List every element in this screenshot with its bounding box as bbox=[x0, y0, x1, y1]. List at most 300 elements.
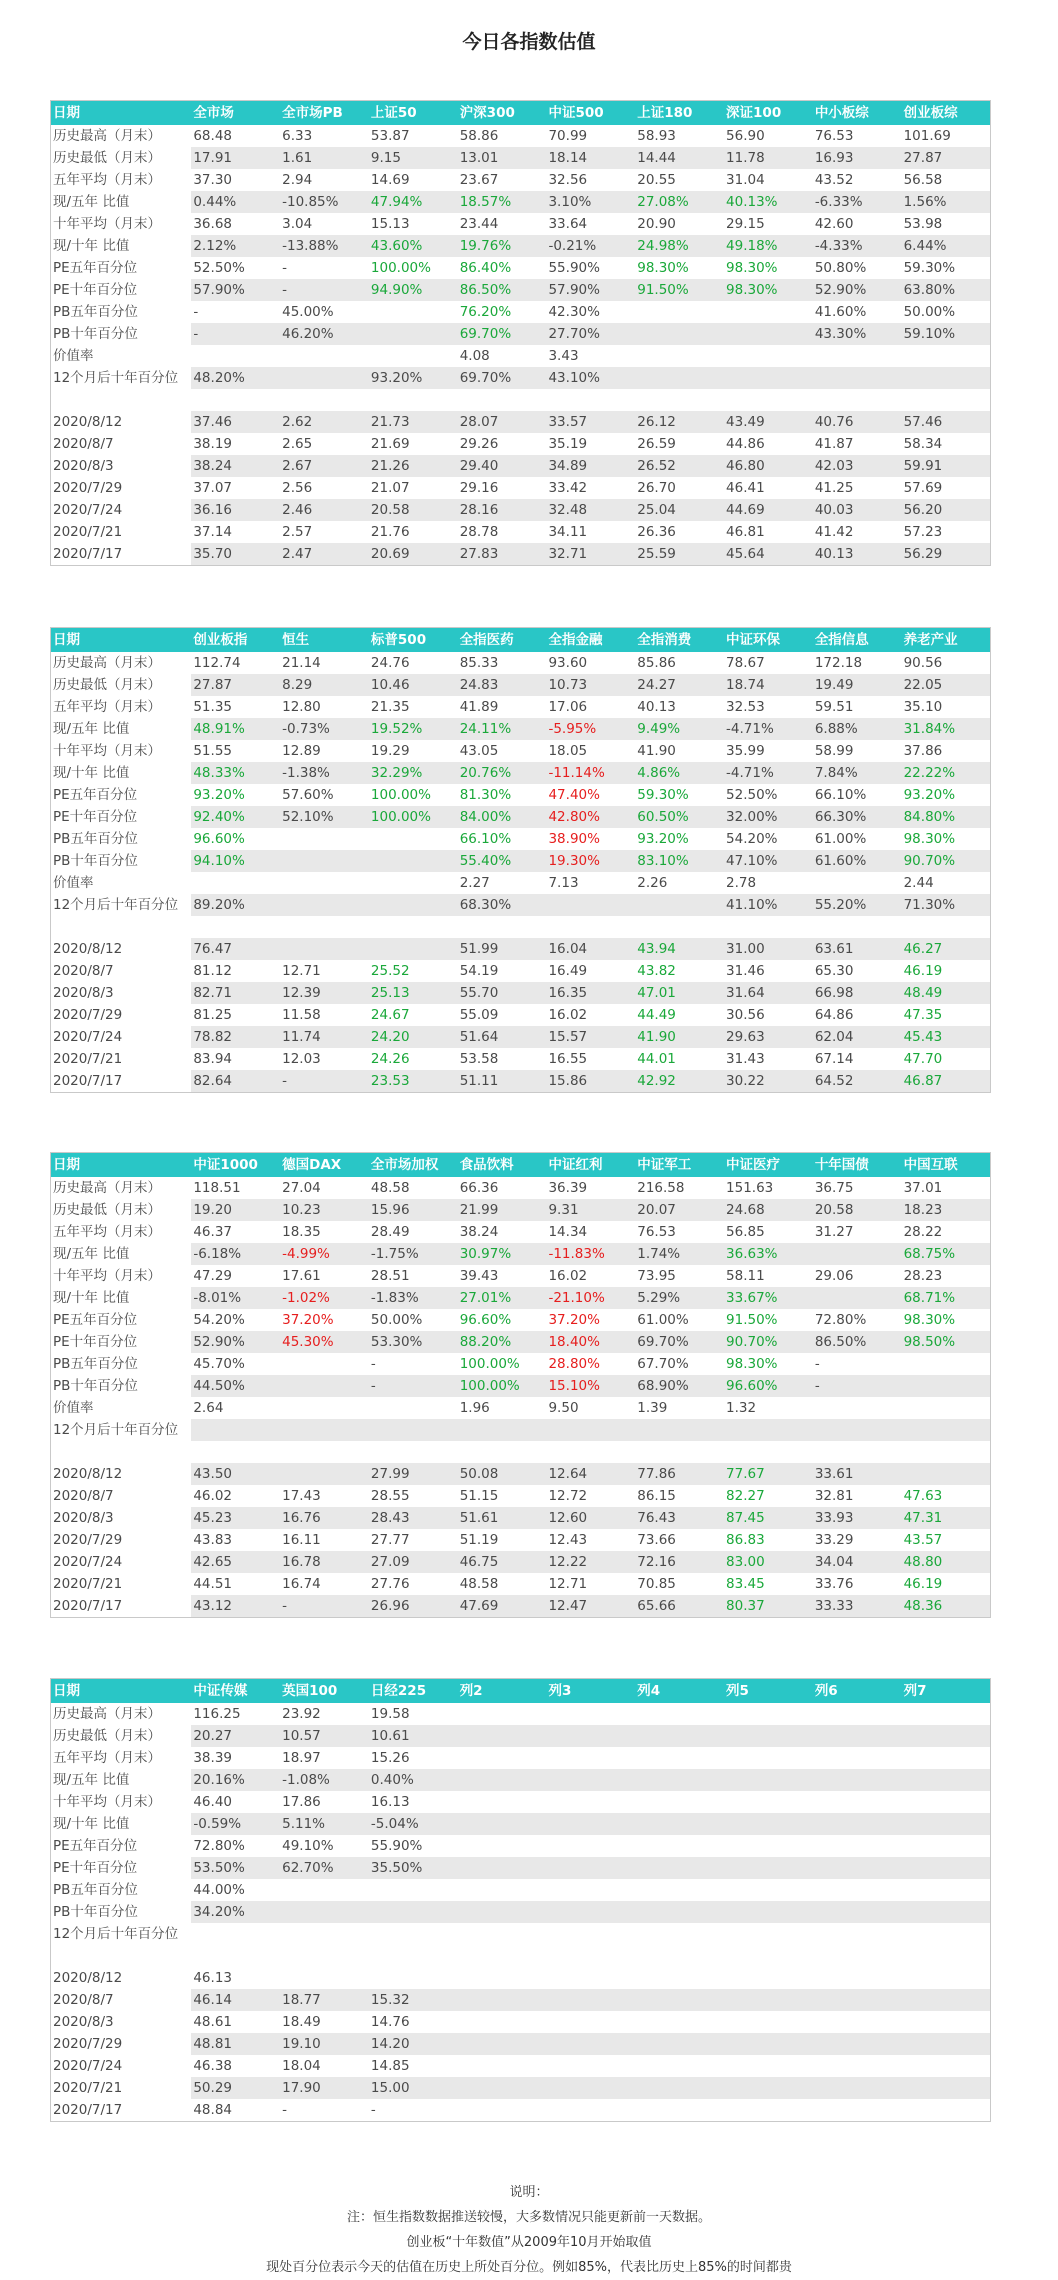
table-cell: 20.58 bbox=[813, 1199, 902, 1221]
table-cell: -5.95% bbox=[546, 718, 635, 740]
table-row bbox=[51, 1901, 991, 1923]
valuation-table-1 bbox=[50, 100, 991, 566]
table-cell: 1.32 bbox=[726, 1400, 757, 1416]
table-cell: 20.27 bbox=[191, 1725, 280, 1747]
column-header: 日期 bbox=[51, 628, 192, 653]
table-cell: 49.10% bbox=[282, 1838, 334, 1854]
table-cell: 26.52 bbox=[635, 455, 724, 477]
column-header: 列7 bbox=[902, 1679, 991, 1704]
table-cell: 46.75 bbox=[458, 1551, 547, 1573]
table-cell: 46.19 bbox=[903, 1576, 943, 1592]
table-cell: 4.86% bbox=[635, 762, 724, 784]
table-cell: 63.80% bbox=[902, 279, 991, 301]
table-cell: 57.60% bbox=[282, 787, 334, 803]
table-cell: -4.33% bbox=[813, 235, 902, 257]
table-cell: 67.70% bbox=[637, 1356, 689, 1372]
table-cell: 16.04 bbox=[546, 938, 635, 960]
table-cell: 43.83 bbox=[193, 1532, 232, 1548]
table-cell: 43.49 bbox=[724, 411, 813, 433]
table-cell bbox=[546, 2099, 635, 2122]
table-cell bbox=[191, 1945, 280, 1967]
table-cell: 27.87 bbox=[902, 147, 991, 169]
table-cell bbox=[369, 323, 458, 345]
table-cell: 35.19 bbox=[548, 436, 588, 452]
table-cell: 3.43 bbox=[548, 348, 579, 364]
row-label: 2020/7/21 bbox=[53, 1051, 123, 1067]
table-cell bbox=[635, 323, 724, 345]
table-cell: 10.23 bbox=[280, 1199, 369, 1221]
table-cell bbox=[902, 1747, 991, 1769]
table-cell: 93.20% bbox=[193, 787, 245, 803]
table-cell: 98.30% bbox=[903, 1312, 956, 1328]
table-cell: 112.74 bbox=[193, 655, 241, 671]
row-label: 十年平均（月末） bbox=[53, 1268, 161, 1284]
table-cell: -6.18% bbox=[191, 1243, 280, 1265]
column-header: 全市场 bbox=[191, 101, 280, 126]
table-cell: 48.49 bbox=[902, 982, 991, 1004]
table-cell bbox=[902, 1397, 991, 1419]
table-cell: 53.58 bbox=[459, 1051, 499, 1067]
valuation-table-3 bbox=[50, 1152, 991, 1618]
table-cell: 37.20% bbox=[548, 1312, 600, 1328]
table-cell: 28.55 bbox=[370, 1488, 410, 1504]
table-cell: 19.58 bbox=[370, 1706, 410, 1722]
table-cell: 66.98 bbox=[813, 982, 902, 1004]
valuation-table-2 bbox=[50, 627, 991, 1093]
table-cell bbox=[635, 1945, 724, 1967]
table-cell: -4.71% bbox=[724, 762, 813, 784]
table-cell bbox=[813, 2077, 902, 2099]
row-label: 现/十年 比值 bbox=[51, 235, 192, 257]
table-cell bbox=[724, 2033, 813, 2055]
table-cell: 10.61 bbox=[369, 1725, 458, 1747]
row-label: PB十年百分位 bbox=[51, 850, 192, 872]
row-label: 2020/7/29 bbox=[51, 2033, 192, 2055]
table-cell: 37.86 bbox=[903, 743, 943, 759]
table-cell: 46.81 bbox=[726, 524, 765, 540]
table-row bbox=[51, 2033, 991, 2055]
table-cell: 36.39 bbox=[548, 1180, 588, 1196]
table-cell bbox=[546, 1419, 635, 1441]
table-cell: 76.43 bbox=[635, 1507, 724, 1529]
table-cell bbox=[813, 345, 902, 367]
table-cell: 17.06 bbox=[548, 699, 588, 715]
table-cell: 26.59 bbox=[637, 436, 676, 452]
table-cell: 19.20 bbox=[191, 1199, 280, 1221]
table-cell: 91.50% bbox=[635, 279, 724, 301]
table-cell bbox=[635, 1835, 724, 1857]
table-cell bbox=[546, 389, 635, 411]
table-cell: 0.44% bbox=[191, 191, 280, 213]
table-cell: 2.26 bbox=[637, 875, 668, 891]
table-cell bbox=[546, 916, 635, 938]
table-cell bbox=[280, 1419, 369, 1441]
row-label: PB五年百分位 bbox=[53, 1356, 138, 1372]
table-header-row bbox=[51, 1153, 991, 1178]
table-cell: 77.86 bbox=[635, 1463, 724, 1485]
table-cell bbox=[369, 1967, 458, 1989]
row-label: 2020/7/21 bbox=[51, 2077, 192, 2099]
table-cell bbox=[902, 1923, 991, 1945]
table-cell: 26.12 bbox=[635, 411, 724, 433]
table-cell bbox=[813, 2011, 902, 2033]
table-cell bbox=[902, 1879, 991, 1901]
table-cell: 55.20% bbox=[813, 894, 902, 916]
table-cell: 55.09 bbox=[459, 1007, 499, 1023]
table-cell: 2.67 bbox=[280, 455, 369, 477]
table-cell bbox=[280, 367, 369, 389]
table-cell: 14.69 bbox=[370, 172, 410, 188]
table-cell: 24.11% bbox=[458, 718, 547, 740]
table-cell: 57.69 bbox=[903, 480, 943, 496]
table-cell bbox=[280, 850, 369, 872]
table-cell: 28.23 bbox=[903, 1268, 943, 1284]
table-cell: 1.56% bbox=[902, 191, 991, 213]
table-row bbox=[51, 674, 991, 696]
row-label: 2020/8/3 bbox=[51, 1507, 192, 1529]
table-row bbox=[51, 1419, 991, 1441]
table-row bbox=[51, 2011, 991, 2033]
table-cell: 58.34 bbox=[903, 436, 943, 452]
table-cell bbox=[280, 1967, 369, 1989]
table-cell: 16.02 bbox=[548, 1268, 588, 1284]
table-cell: 93.20% bbox=[369, 367, 458, 389]
table-cell: 12.39 bbox=[280, 982, 369, 1004]
table-cell: 59.10% bbox=[902, 323, 991, 345]
table-cell: 40.03 bbox=[813, 499, 902, 521]
table-cell: 21.35 bbox=[370, 699, 410, 715]
table-cell: 54.20% bbox=[726, 831, 778, 847]
table-cell bbox=[724, 916, 813, 938]
table-cell bbox=[458, 1441, 547, 1463]
table-cell: 11.58 bbox=[282, 1007, 321, 1023]
table-cell bbox=[458, 2055, 547, 2077]
row-label: 现/五年 比值 bbox=[51, 718, 192, 740]
table-cell bbox=[635, 916, 724, 938]
table-cell: 87.45 bbox=[724, 1507, 813, 1529]
table-cell: 51.35 bbox=[193, 699, 232, 715]
table-cell bbox=[280, 1353, 369, 1375]
table-cell: 41.90 bbox=[635, 1026, 724, 1048]
table-cell bbox=[458, 1813, 547, 1835]
table-cell: 21.99 bbox=[458, 1199, 547, 1221]
table-row bbox=[51, 982, 991, 1004]
table-cell: 18.14 bbox=[546, 147, 635, 169]
table-cell: 15.13 bbox=[370, 216, 410, 232]
table-cell: 19.76% bbox=[458, 235, 547, 257]
table-cell bbox=[369, 1397, 458, 1419]
table-row bbox=[51, 1725, 991, 1747]
table-cell bbox=[724, 367, 813, 389]
row-label: 历史最高（月末） bbox=[53, 1706, 161, 1722]
table-cell: 15.00 bbox=[369, 2077, 458, 2099]
table-cell bbox=[813, 1923, 902, 1945]
table-cell: 48.58 bbox=[370, 1180, 410, 1196]
table-cell bbox=[813, 2055, 902, 2077]
column-header: 德国DAX bbox=[280, 1153, 369, 1178]
table-cell bbox=[635, 1923, 724, 1945]
table-cell: -0.73% bbox=[280, 718, 369, 740]
table-row bbox=[51, 1507, 991, 1529]
table-cell: 47.94% bbox=[369, 191, 458, 213]
table-cell: 68.90% bbox=[635, 1375, 724, 1397]
table-cell: 86.83 bbox=[726, 1532, 765, 1548]
table-cell: 10.57 bbox=[280, 1725, 369, 1747]
table-cell: 100.00% bbox=[369, 806, 458, 828]
table-cell: 31.64 bbox=[724, 982, 813, 1004]
column-header: 中证医疗 bbox=[724, 1153, 813, 1178]
table-cell: 44.86 bbox=[726, 436, 765, 452]
table-cell: 81.25 bbox=[193, 1007, 232, 1023]
table-cell: 89.20% bbox=[191, 894, 280, 916]
row-label: PE十年百分位 bbox=[51, 279, 192, 301]
table-cell: 52.90% bbox=[191, 1331, 280, 1353]
table-cell bbox=[546, 1703, 635, 1725]
table-cell: -5.04% bbox=[369, 1813, 458, 1835]
table-row bbox=[51, 389, 991, 411]
column-header: 英国100 bbox=[280, 1679, 369, 1704]
table-cell: 98.50% bbox=[902, 1331, 991, 1353]
table-cell: 68.48 bbox=[193, 128, 232, 144]
table-cell: 37.07 bbox=[193, 480, 232, 496]
table-cell: 51.99 bbox=[458, 938, 547, 960]
note-line: 创业板“十年数值”从2009年10月开始取值 bbox=[406, 2235, 652, 2250]
table-cell bbox=[280, 1375, 369, 1397]
table-cell: 24.83 bbox=[458, 674, 547, 696]
table-cell: 6.44% bbox=[902, 235, 991, 257]
table-cell: 20.76% bbox=[458, 762, 547, 784]
table-cell: 90.56 bbox=[903, 655, 943, 671]
table-row bbox=[51, 916, 991, 938]
table-cell bbox=[458, 1725, 547, 1747]
table-cell: 90.70% bbox=[724, 1331, 813, 1353]
table-cell: 36.16 bbox=[191, 499, 280, 521]
table-cell: 17.90 bbox=[280, 2077, 369, 2099]
table-cell: 50.80% bbox=[814, 260, 867, 276]
table-row bbox=[51, 2055, 991, 2077]
table-cell: 31.00 bbox=[724, 938, 813, 960]
table-cell: 48.80 bbox=[902, 1551, 991, 1573]
table-cell: 30.97% bbox=[458, 1243, 547, 1265]
table-cell: -4.71% bbox=[724, 718, 813, 740]
table-row bbox=[51, 652, 991, 674]
table-cell bbox=[635, 2055, 724, 2077]
table-row bbox=[51, 850, 991, 872]
table-cell bbox=[369, 1419, 458, 1441]
table-cell bbox=[635, 367, 724, 389]
table-cell: 19.49 bbox=[813, 674, 902, 696]
table-cell: 62.04 bbox=[813, 1026, 902, 1048]
table-cell: -0.21% bbox=[546, 235, 635, 257]
table-cell: 11.78 bbox=[724, 147, 813, 169]
table-cell bbox=[813, 1725, 902, 1747]
table-cell: 56.20 bbox=[902, 499, 991, 521]
table-cell: 41.10% bbox=[724, 894, 813, 916]
table-cell bbox=[458, 1857, 547, 1879]
column-header: 食品饮料 bbox=[458, 1153, 547, 1178]
table-cell bbox=[813, 1835, 902, 1857]
table-cell: 44.50% bbox=[191, 1375, 280, 1397]
table-cell bbox=[635, 2033, 724, 2055]
table-cell: 28.43 bbox=[369, 1507, 458, 1529]
table-cell: 43.05 bbox=[459, 743, 499, 759]
table-cell bbox=[546, 1857, 635, 1879]
table-cell bbox=[813, 2033, 902, 2055]
table-cell: 33.42 bbox=[548, 480, 588, 496]
table-cell bbox=[902, 1989, 991, 2011]
table-cell: 66.36 bbox=[459, 1180, 499, 1196]
table-cell: 47.40% bbox=[548, 787, 600, 803]
table-row bbox=[51, 1857, 991, 1879]
column-header: 十年国债 bbox=[813, 1153, 902, 1178]
column-header: 中证环保 bbox=[724, 628, 813, 653]
row-label: 2020/7/17 bbox=[53, 2102, 123, 2118]
table-cell bbox=[902, 1463, 991, 1485]
table-cell bbox=[902, 1791, 991, 1813]
table-cell: - bbox=[282, 2102, 287, 2118]
table-cell: 42.03 bbox=[813, 455, 902, 477]
table-cell: 19.52% bbox=[369, 718, 458, 740]
table-cell: 63.61 bbox=[813, 938, 902, 960]
table-cell: 18.57% bbox=[458, 191, 547, 213]
table-cell: 46.13 bbox=[193, 1970, 232, 1986]
table-cell: - bbox=[813, 1375, 902, 1397]
table-cell: 12.89 bbox=[282, 743, 321, 759]
table-cell: 70.99 bbox=[548, 128, 588, 144]
table-cell bbox=[280, 345, 369, 367]
table-cell: 83.94 bbox=[193, 1051, 232, 1067]
column-header: 列5 bbox=[724, 1679, 813, 1704]
table-cell: 56.29 bbox=[902, 543, 991, 566]
row-label: 现/十年 比值 bbox=[51, 1287, 192, 1309]
table-row bbox=[51, 1813, 991, 1835]
table-cell: 44.69 bbox=[724, 499, 813, 521]
table-cell: 51.11 bbox=[458, 1070, 547, 1093]
table-cell bbox=[724, 1769, 813, 1791]
table-cell: 10.46 bbox=[369, 674, 458, 696]
table-cell: 83.10% bbox=[635, 850, 724, 872]
table-cell: 48.81 bbox=[191, 2033, 280, 2055]
table-row bbox=[51, 1485, 991, 1507]
table-header-row bbox=[51, 101, 991, 126]
row-label: 2020/8/3 bbox=[51, 455, 192, 477]
table-cell: 32.81 bbox=[814, 1488, 854, 1504]
table-cell bbox=[724, 389, 813, 411]
table-cell: - bbox=[191, 323, 280, 345]
column-header: 上证180 bbox=[635, 101, 724, 126]
table-cell: 69.70% bbox=[458, 323, 547, 345]
table-cell: 48.20% bbox=[191, 367, 280, 389]
table-cell: 12.72 bbox=[548, 1488, 588, 1504]
row-label: 2020/7/29 bbox=[53, 480, 123, 496]
table-cell: 17.43 bbox=[282, 1488, 321, 1504]
table-cell: 43.82 bbox=[637, 963, 676, 979]
table-row bbox=[51, 1353, 991, 1375]
table-cell bbox=[902, 1857, 991, 1879]
table-cell bbox=[546, 1879, 635, 1901]
table-cell: 38.24 bbox=[459, 1224, 499, 1240]
table-cell: 46.20% bbox=[280, 323, 369, 345]
table-cell: 81.30% bbox=[459, 787, 512, 803]
table-cell bbox=[724, 1923, 813, 1945]
table-cell: 69.70% bbox=[458, 367, 547, 389]
column-header: 中证红利 bbox=[546, 1153, 635, 1178]
table-cell: 15.86 bbox=[546, 1070, 635, 1093]
table-cell: 59.30% bbox=[637, 787, 689, 803]
row-label: 2020/7/24 bbox=[53, 2058, 123, 2074]
table-cell: 3.04 bbox=[282, 216, 313, 232]
row-label: 12个月后十年百分位 bbox=[51, 367, 192, 389]
table-cell: 37.46 bbox=[191, 411, 280, 433]
table-cell: 73.95 bbox=[637, 1268, 676, 1284]
table-cell bbox=[369, 938, 458, 960]
column-header: 全指信息 bbox=[813, 628, 902, 653]
row-label bbox=[51, 916, 192, 938]
table-cell bbox=[813, 2099, 902, 2122]
table-cell: 72.80% bbox=[193, 1838, 245, 1854]
table-cell: 34.89 bbox=[546, 455, 635, 477]
table-cell: -21.10% bbox=[546, 1287, 635, 1309]
table-cell bbox=[635, 345, 724, 367]
table-cell: 18.40% bbox=[546, 1331, 635, 1353]
table-cell: 16.02 bbox=[548, 1007, 588, 1023]
table-cell bbox=[546, 1791, 635, 1813]
table-cell: 26.36 bbox=[637, 524, 676, 540]
table-cell: 85.33 bbox=[459, 655, 499, 671]
table-cell: 172.18 bbox=[814, 655, 863, 671]
table-cell bbox=[635, 2077, 724, 2099]
row-label: 现/十年 比值 bbox=[51, 1813, 192, 1835]
table-row bbox=[51, 169, 991, 191]
row-label: 价值率 bbox=[53, 1400, 94, 1416]
table-cell bbox=[902, 345, 991, 367]
table-cell: 2.64 bbox=[193, 1400, 224, 1416]
table-cell bbox=[280, 389, 369, 411]
table-cell: 78.67 bbox=[726, 655, 765, 671]
table-cell bbox=[369, 894, 458, 916]
table-cell bbox=[369, 1945, 458, 1967]
table-cell: 35.99 bbox=[726, 743, 765, 759]
table-cell bbox=[902, 2099, 991, 2122]
column-header: 列3 bbox=[546, 1679, 635, 1704]
table-cell: 32.56 bbox=[548, 172, 588, 188]
table-cell bbox=[369, 1441, 458, 1463]
column-header: 上证50 bbox=[369, 101, 458, 126]
table-cell: 31.43 bbox=[726, 1051, 765, 1067]
column-header: 中证传媒 bbox=[191, 1679, 280, 1704]
table-cell: 49.18% bbox=[724, 235, 813, 257]
table-row bbox=[51, 1287, 991, 1309]
table-cell bbox=[458, 1901, 547, 1923]
table-cell: 28.16 bbox=[458, 499, 547, 521]
table-cell: 27.09 bbox=[369, 1551, 458, 1573]
table-cell: 43.52 bbox=[814, 172, 854, 188]
table-cell: 81.12 bbox=[193, 963, 232, 979]
table-cell: 50.29 bbox=[191, 2077, 280, 2099]
table-cell: 93.20% bbox=[637, 831, 689, 847]
table-cell: 52.90% bbox=[813, 279, 902, 301]
table-cell: 0.40% bbox=[369, 1769, 458, 1791]
table-cell bbox=[902, 1375, 991, 1397]
table-cell: 47.70 bbox=[903, 1051, 943, 1067]
table-cell bbox=[635, 1769, 724, 1791]
table-cell bbox=[813, 389, 902, 411]
table-cell: 17.61 bbox=[282, 1268, 321, 1284]
table-row bbox=[51, 543, 991, 566]
table-cell: -1.75% bbox=[369, 1243, 458, 1265]
table-cell: 84.00% bbox=[458, 806, 547, 828]
table-cell: 82.64 bbox=[191, 1070, 280, 1093]
